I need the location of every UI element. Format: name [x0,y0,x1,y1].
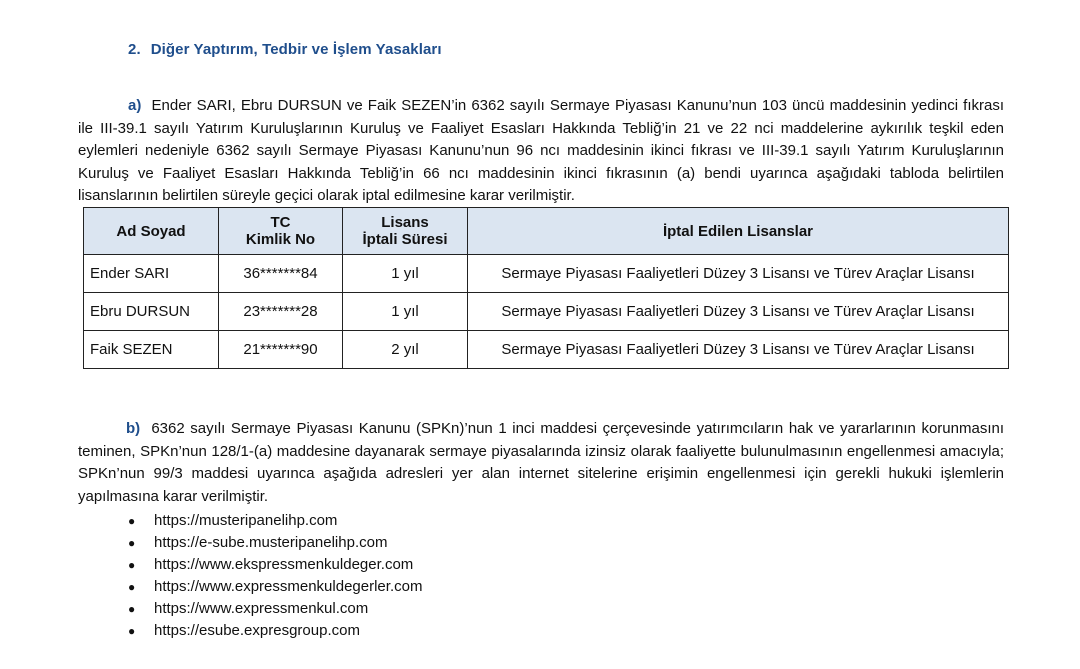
bullet-icon: ● [128,558,136,572]
cell-tc: 21*******90 [219,331,343,369]
section-title [128,41,442,58]
cell-licenses: Sermaye Piyasası Faaliyetleri Düzey 3 Lisansı ve Türev Araçlar Lisansı [468,255,1009,293]
list-item [128,554,422,576]
table-row [84,293,1009,331]
bullet-icon: ● [128,624,136,638]
table-row [84,255,1009,293]
header-duration [343,208,468,255]
cell-licenses: Sermaye Piyasası Faaliyetleri Düzey 3 Lisansı ve Türev Araçlar Lisansı [468,331,1009,369]
header-name: Ad Soyad [84,208,219,255]
url-text[interactable]: https://esube.expresgroup.com [154,622,360,639]
cell-licenses: Sermaye Piyasası Faaliyetleri Düzey 3 Lisansı ve Türev Araçlar Lisansı [468,293,1009,331]
bullet-icon: ● [128,602,136,616]
bullet-icon: ● [128,536,136,550]
list-item [128,598,422,620]
url-text[interactable]: https://e-sube.musteripanelihp.com [154,534,388,551]
url-text[interactable]: https://www.expressmenkuldegerler.com [154,578,423,595]
paragraph-b-label: b) [126,420,141,437]
cell-name: Ender SARI [84,255,219,293]
cell-tc: 23*******28 [219,293,343,331]
bullet-icon: ● [128,514,136,528]
header-duration-line2: İptali Süresi [362,231,448,248]
url-text[interactable]: https://www.ekspressmenkuldeger.com [154,556,414,573]
paragraph-b-text: 6362 sayılı Sermaye Piyasası Kanunu (SPKn)’nun 1 inci maddesi çerçevesinde yatırımcıların hak ve yararlarının korunmasını teminen, SPKn’nun 128/1-(a) maddesine dayanarak sermaye piyasalarında izinsiz olarak faaliyette bulunulmasının engellenmesi amacıyla; SPKn’nun 99/3 maddesi uyarınca aşağıda adresleri yer alan internet sitelerine erişimin engellenmesi için gerekli hukuki işlemlerin yapılmasına karar verilmiştir. [78,420,1004,505]
cell-tc: 36*******84 [219,255,343,293]
list-item [128,510,422,532]
table-row [84,331,1009,369]
table-header-row [84,208,1009,255]
bullet-icon: ● [128,580,136,594]
license-cancellation-table [83,207,1009,369]
header-tc-line2: Kimlik No [245,231,316,248]
paragraph-a [78,95,1004,208]
cell-name: Ebru DURSUN [84,293,219,331]
blocked-url-list [128,510,422,642]
cell-name: Faik SEZEN [84,331,219,369]
section-title-text: Diğer Yaptırım, Tedbir ve İşlem Yasakları [150,41,442,58]
section-number: 2. [128,41,141,58]
paragraph-a-label: a) [128,97,142,114]
header-tc-line1: TC [270,214,291,231]
cell-duration: 2 yıl [343,331,468,369]
url-text[interactable]: https://musteripanelihp.com [154,512,338,529]
list-item [128,576,422,598]
url-text[interactable]: https://www.expressmenkul.com [154,600,369,617]
cell-duration: 1 yıl [343,293,468,331]
paragraph-a-text: Ender SARI, Ebru DURSUN ve Faik SEZEN’in 6362 sayılı Sermaye Piyasası Kanunu’nun 103 üncü maddesinin yedinci fıkrası ile III-39.1 sayılı Yatırım Kuruluşlarının Kuruluş ve Faaliyet Esasları Hakkında Tebliğ’in 21 ve 22 nci maddelerine aykırılık teşkil eden eylemleri nedeniyle 6362 sayılı Sermaye Piyasası Kanunu’nun 96 ncı maddesinin ikinci fıkrası ve III-39.1 sayılı Yatırım Kuruluşlarının Kuruluş ve Faaliyet Esasları Hakkında Tebliğ’in 66 ncı maddesinin ikinci fıkrasının (a) bendi uyarınca aşağıdaki tabloda belirtilen lisanslarının belirtilen süreyle geçici olarak iptal edilmesine karar verilmiştir. [78,97,1004,204]
header-licenses: İptal Edilen Lisanslar [468,208,1009,255]
paragraph-b [78,418,1004,508]
header-tc [219,208,343,255]
header-duration-line1: Lisans [381,214,429,231]
cell-duration: 1 yıl [343,255,468,293]
list-item [128,620,422,642]
list-item [128,532,422,554]
